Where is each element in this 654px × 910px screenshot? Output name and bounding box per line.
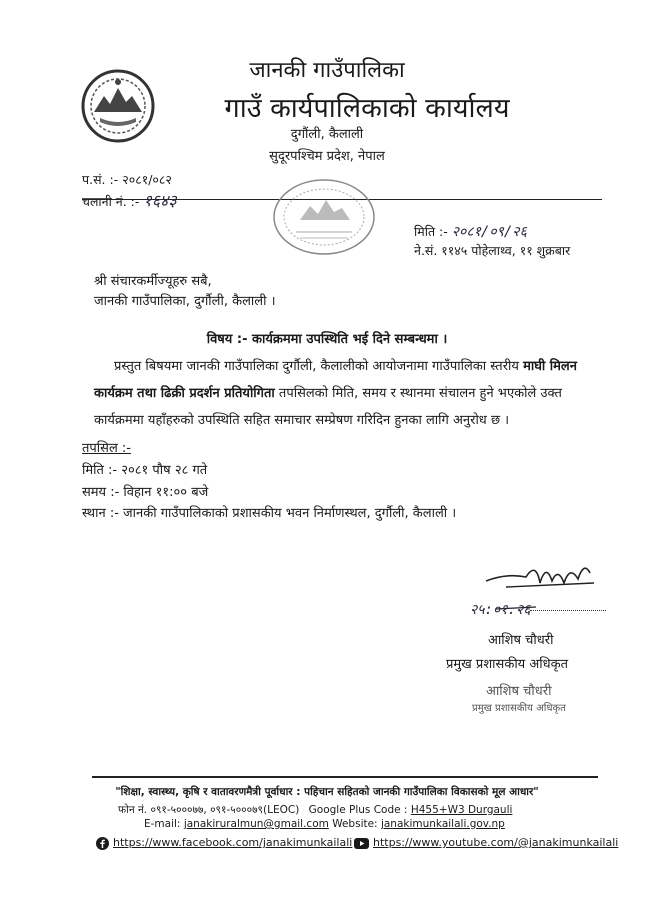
addressee-line2: जानकी गाउँपालिका, दुर्गौली, कैलाली । [94, 294, 276, 309]
body-paragraph [94, 353, 602, 434]
phone-numbers: फोन नं. ०९१-५०००७७, ०९१-५०००७९(LEOC) [118, 804, 300, 816]
chalani-label: चलानी नं. :- [82, 194, 140, 209]
body-text-part2: तपसिलको मिति, समय र स्थानमा संचालन हुने भएकोले उक्त कार्यक्रममा यहाँहरुको उपस्थिति सहित समाचार सम्प्रेषण गरिदिन हुनका लागि अनुरोध छ । [94, 386, 562, 428]
miti-label: मिति :- [414, 224, 448, 239]
chalani-number [82, 189, 177, 211]
office-stamp-icon [270, 176, 378, 258]
chalani-value: १६४३ [143, 191, 177, 210]
details-heading: तपसिल :- [82, 441, 131, 456]
youtube-line [354, 836, 618, 849]
signatory-designation: प्रमुख प्रशासकीय अधिकृत [446, 657, 569, 672]
footer-divider [92, 776, 598, 778]
address-line1: दुगौंली, कैलाली [290, 127, 364, 142]
address-line2: सुदूरपश्चिम प्रदेश, नेपाल [269, 149, 385, 164]
youtube-icon [354, 838, 369, 849]
gplus-label: Google Plus Code : [308, 804, 408, 816]
designation-seal: प्रमुख प्रशासकीय अधिकृत [472, 703, 566, 714]
office-name: गाउँ कार्यपालिकाको कार्यालय [224, 93, 510, 124]
subject-line: विषय :- कार्यक्रममा उपस्थिति भई दिने सम्बन्धमा । [206, 332, 448, 347]
ps-value: २०८१/०८२ [122, 172, 172, 187]
facebook-line [96, 836, 352, 850]
footer-motto: "शिक्षा, स्वास्थ्य, कृषि र वातावरणमैत्री पूर्वाधार : पहिचान सहितको जानकी गाउँपालिका विकासको मूल आधार" [115, 786, 539, 798]
body-text-bold: माघी मिलन कार्यक्रम तथा ढिक्री प्रदर्शन प्रतियोगिता [94, 359, 577, 401]
email-label: E-mail: [144, 818, 181, 830]
footer-phone-line [118, 803, 512, 817]
ps-label: प.सं. :- [82, 172, 119, 187]
body-text-part1: प्रस्तुत बिषयमा जानकी गाउँपालिका दुर्गौली, कैलालीको आयोजनामा गाउँपालिका स्तरीय [114, 359, 524, 374]
addressee-line1: श्री संचारकर्मीज्यूहरु सबै, [94, 274, 212, 289]
ps-number [82, 171, 172, 188]
nepal-sambat-date: ने.सं. ११४५ पोहेलाथ्व, ११ शुक्रबार [414, 243, 571, 258]
signature-dotted-line [530, 610, 606, 611]
details-date: मिति :- २०८१ पौष २८ गते [82, 463, 208, 478]
website-label: Website: [332, 818, 378, 830]
signature-date: २५:०१.२६ [470, 602, 531, 618]
signatory-name: आशिष चौधरी [488, 633, 554, 648]
email-link[interactable]: janakiruralmun@gmail.com [183, 818, 329, 830]
name-seal: आशिष चौधरी [486, 684, 552, 699]
date-miti [414, 222, 527, 241]
website-link[interactable]: janakimunkailali.gov.np [380, 818, 505, 830]
youtube-link[interactable]: https://www.youtube.com/@janakimunkailali [373, 836, 619, 849]
details-time: समय :- विहान ११:०० बजे [82, 485, 209, 500]
footer-email-line [144, 818, 505, 830]
gplus-code[interactable]: H455+W3 Durgauli [410, 804, 513, 816]
facebook-icon [96, 837, 109, 850]
details-place: स्थान :- जानकी गाउँपालिकाको प्रशासकीय भवन निर्माणस्थल, दुर्गौली, कैलाली । [82, 506, 457, 521]
miti-value: २०८१/०९/२६ [451, 224, 527, 240]
org-name: जानकी गाउँपालिका [249, 58, 405, 83]
facebook-link[interactable]: https://www.facebook.com/janakimunkailali [113, 836, 353, 849]
